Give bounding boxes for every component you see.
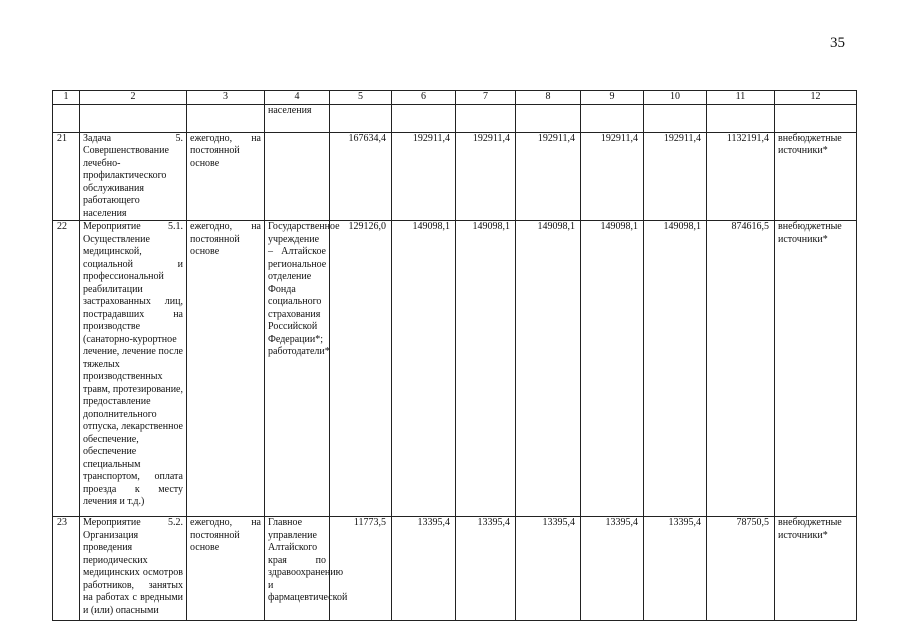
cell-value: 192911,4 bbox=[456, 132, 516, 221]
cell-value: 149098,1 bbox=[456, 221, 516, 517]
cell-value: 192911,4 bbox=[581, 132, 644, 221]
cell-value: 192911,4 bbox=[516, 132, 581, 221]
column-number: 2 bbox=[80, 91, 187, 105]
column-number: 6 bbox=[392, 91, 456, 105]
column-number-row bbox=[53, 91, 857, 105]
cell-value: 129126,0 bbox=[330, 221, 392, 517]
cell-measure-name: Мероприятие 5.1. Осуществление медицинской, социальной и профессиональной реабилитации застрахованных лиц, пострадавших на производстве (санаторно-курортное лечение, лечение после тяжелых производственных травм, протезирование, предоставление дополнительного отпуска, лекарственное обеспечение, обеспечение специальным транспортом, оплата проезда к месту лечения и т.д.) bbox=[80, 221, 187, 517]
column-number: 11 bbox=[707, 91, 775, 105]
cell-value: 192911,4 bbox=[644, 132, 707, 221]
cell-row-number: 23 bbox=[53, 517, 80, 621]
cell-period: ежегодно, на постоянной основе bbox=[187, 132, 265, 221]
cell-value: 149098,1 bbox=[392, 221, 456, 517]
program-table bbox=[52, 90, 857, 621]
column-number: 5 bbox=[330, 91, 392, 105]
table-row bbox=[53, 517, 857, 621]
column-number: 9 bbox=[581, 91, 644, 105]
cell-value: 11773,5 bbox=[330, 517, 392, 621]
cell-value: 13395,4 bbox=[644, 517, 707, 621]
cell-value: 149098,1 bbox=[581, 221, 644, 517]
cell-value: 13395,4 bbox=[392, 517, 456, 621]
table-row bbox=[53, 221, 857, 517]
cell-period: ежегодно, на постоянной основе bbox=[187, 221, 265, 517]
column-number: 1 bbox=[53, 91, 80, 105]
cell-executor: Главное управление Алтайского края по здравоохранению и фармацевтической bbox=[265, 517, 330, 621]
cell-executor: Государственное учреждение – Алтайское региональное отделение Фонда социального страхования Российской Федерации*; работодатели* bbox=[265, 221, 330, 517]
column-number: 12 bbox=[775, 91, 857, 105]
cell-row-number: 22 bbox=[53, 221, 80, 517]
cell-measure-name: Мероприятие 5.2. Организация проведения периодических медицинских осмотров работников, занятых на работах с вредными и (или) опасными bbox=[80, 517, 187, 621]
cell-value: 1132191,4 bbox=[707, 132, 775, 221]
cell-measure-name: Задача 5. Совершенствование лечебно-профилактического обслуживания работающего населения bbox=[80, 132, 187, 221]
cell-funding-source: внебюджетные источники* bbox=[775, 517, 857, 621]
cell-value: 149098,1 bbox=[644, 221, 707, 517]
page-number: 35 bbox=[830, 35, 845, 51]
cell-funding-source: внебюджетные источники* bbox=[775, 221, 857, 517]
cell-funding-source: внебюджетные источники* bbox=[775, 132, 857, 221]
cell-value: 13395,4 bbox=[456, 517, 516, 621]
column-number: 3 bbox=[187, 91, 265, 105]
column-number: 8 bbox=[516, 91, 581, 105]
cell-executor bbox=[265, 132, 330, 221]
cell-value: 78750,5 bbox=[707, 517, 775, 621]
cell-value: 13395,4 bbox=[516, 517, 581, 621]
column-number: 7 bbox=[456, 91, 516, 105]
cell-value: 192911,4 bbox=[392, 132, 456, 221]
cell-value: 874616,5 bbox=[707, 221, 775, 517]
cell-executor: населения bbox=[265, 104, 330, 132]
table-row bbox=[53, 132, 857, 221]
cell-period: ежегодно, на постоянной основе bbox=[187, 517, 265, 621]
cell-value: 13395,4 bbox=[581, 517, 644, 621]
cell-row-number: 21 bbox=[53, 132, 80, 221]
cell-value: 167634,4 bbox=[330, 132, 392, 221]
cell-value: 149098,1 bbox=[516, 221, 581, 517]
column-number: 10 bbox=[644, 91, 707, 105]
continuation-row bbox=[53, 104, 857, 132]
column-number: 4 bbox=[265, 91, 330, 105]
